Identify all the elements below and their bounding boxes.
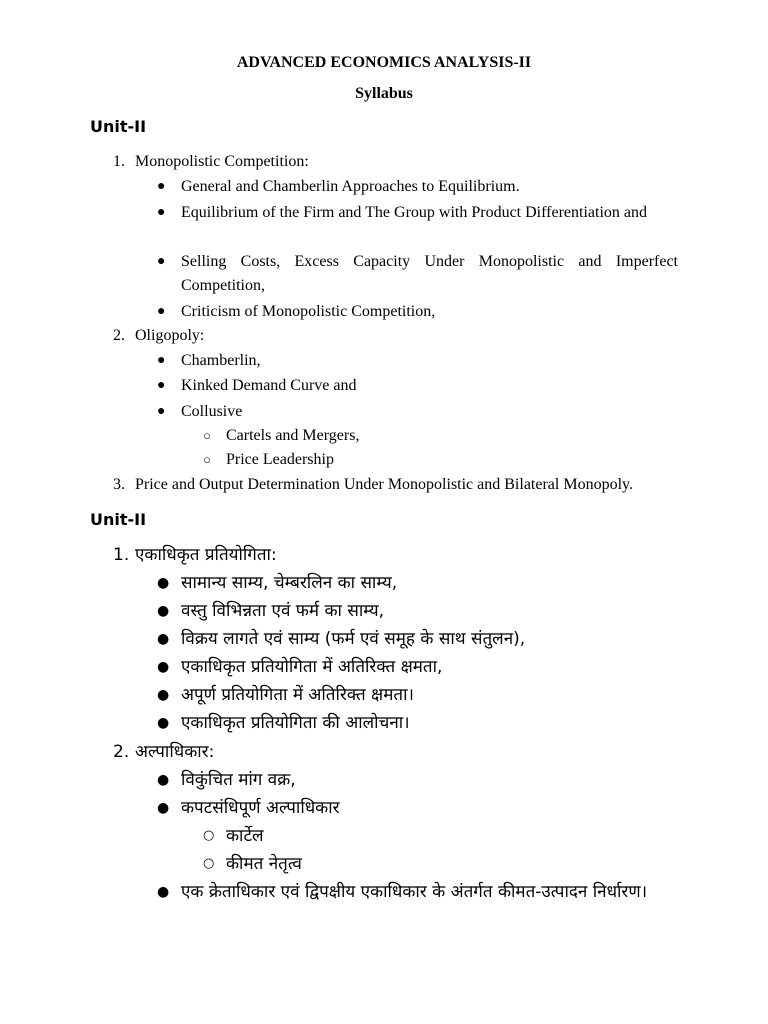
bullet-item xyxy=(157,878,678,906)
bullet-dot: ● xyxy=(157,659,170,675)
list-item xyxy=(113,738,678,766)
list-item xyxy=(113,324,678,348)
sub-bullet-text: Price Leadership xyxy=(226,451,334,468)
item-text: Monopolistic Competition: xyxy=(135,153,309,170)
bullet-text: Equilibrium of the Firm and The Group with Product Differentiation and xyxy=(181,204,647,221)
bullet-item xyxy=(157,400,678,424)
bullet-item xyxy=(157,175,678,199)
item-text: Price and Output Determination Under Monopolistic and Bilateral Monopoly. xyxy=(135,476,633,493)
bullet-text: Kinked Demand Curve and xyxy=(181,377,357,394)
bullet-text: Collusive xyxy=(181,403,243,420)
bullet-dot: ● xyxy=(157,772,170,788)
bullet-dot: ● xyxy=(157,575,170,591)
bullet-dot: ● xyxy=(157,800,170,816)
bullet-text: Selling Costs, Excess Capacity Under Monopolistic and Imperfect Competition, xyxy=(181,253,678,294)
bullet-item xyxy=(157,794,678,822)
item-text: अल्पाधिकार: xyxy=(135,742,215,762)
bullet-item xyxy=(157,653,678,681)
item-number: 2. xyxy=(113,327,125,344)
bullet-dot: ● xyxy=(157,179,166,194)
sub-bullet-text: कीमत नेतृत्व xyxy=(226,854,302,874)
bullet-item xyxy=(157,709,678,737)
bullet-text: एकाधिकृत प्रतियोगिता की आलोचना। xyxy=(181,713,410,733)
bullet-text: कपटसंधिपूर्ण अल्पाधिकार xyxy=(181,798,340,818)
item-number: 3. xyxy=(113,476,125,493)
item-number: 1. xyxy=(113,153,125,170)
bullet-text: General and Chamberlin Approaches to Equilibrium. xyxy=(181,178,520,195)
bullet-item xyxy=(157,766,678,794)
sub-bullet-item xyxy=(203,448,334,472)
sub-bullet-circle: ○ xyxy=(203,856,215,871)
bullet-text: एक क्रेताधिकार एवं द्विपक्षीय एकाधिकार के अंतर्गत कीमत-उत्पादन निर्धारण। xyxy=(181,882,648,902)
list-item xyxy=(113,150,678,174)
item-number: 1. xyxy=(113,545,130,565)
list-item xyxy=(113,473,678,497)
bullet-text: सामान्य साम्य, चेम्बरलिन का साम्य, xyxy=(181,573,398,593)
bullet-item xyxy=(157,569,678,597)
bullet-text: एकाधिकृत प्रतियोगिता में अतिरिक्त क्षमता, xyxy=(181,657,443,677)
bullet-text: Chamberlin, xyxy=(181,352,261,369)
unit-heading-hindi: Unit-II xyxy=(90,510,147,529)
bullet-dot: ● xyxy=(157,715,170,731)
bullet-item xyxy=(157,374,678,398)
item-text: एकाधिकृत प्रतियोगिता: xyxy=(135,545,277,565)
bullet-dot: ● xyxy=(157,603,170,619)
bullet-dot: ● xyxy=(157,631,170,647)
bullet-item xyxy=(157,300,678,324)
sub-bullet-item xyxy=(203,424,359,448)
bullet-text: अपूर्ण प्रतियोगिता में अतिरिक्त क्षमता। xyxy=(181,685,414,705)
document-subtitle: Syllabus xyxy=(355,85,413,102)
list-item xyxy=(113,541,678,569)
bullet-item xyxy=(157,349,678,373)
bullet-item xyxy=(157,625,678,653)
bullet-dot: ● xyxy=(157,353,166,368)
sub-bullet-item xyxy=(203,850,302,878)
sub-bullet-text: Cartels and Mergers, xyxy=(226,427,360,444)
document-title: ADVANCED ECONOMICS ANALYSIS-II xyxy=(236,54,532,71)
bullet-item xyxy=(157,681,678,709)
sub-bullet-circle: ○ xyxy=(203,452,211,467)
bullet-text: Criticism of Monopolistic Competition, xyxy=(181,303,436,320)
sub-bullet-text: कार्टेल xyxy=(226,826,264,846)
bullet-dot: ● xyxy=(157,205,166,220)
bullet-item xyxy=(157,597,678,625)
bullet-text: विकुंचित मांग वक्र, xyxy=(181,770,296,790)
bullet-text: वस्तु विभिन्नता एवं फर्म का साम्य, xyxy=(181,601,385,621)
item-number: 2. xyxy=(113,742,130,762)
bullet-item xyxy=(157,201,678,225)
bullet-dot: ● xyxy=(157,304,166,319)
bullet-dot: ● xyxy=(157,884,170,900)
sub-bullet-item xyxy=(203,822,264,850)
bullet-text: विक्रय लागते एवं साम्य (फर्म एवं समूह के साथ संतुलन), xyxy=(181,629,526,649)
bullet-dot: ● xyxy=(157,404,166,419)
bullet-item xyxy=(157,250,678,298)
item-text: Oligopoly: xyxy=(135,327,205,344)
sub-bullet-circle: ○ xyxy=(203,428,211,443)
unit-heading-english: Unit-II xyxy=(90,117,147,136)
bullet-dot: ● xyxy=(157,687,170,703)
bullet-dot: ● xyxy=(157,254,166,269)
sub-bullet-circle: ○ xyxy=(203,828,215,843)
bullet-dot: ● xyxy=(157,378,166,393)
